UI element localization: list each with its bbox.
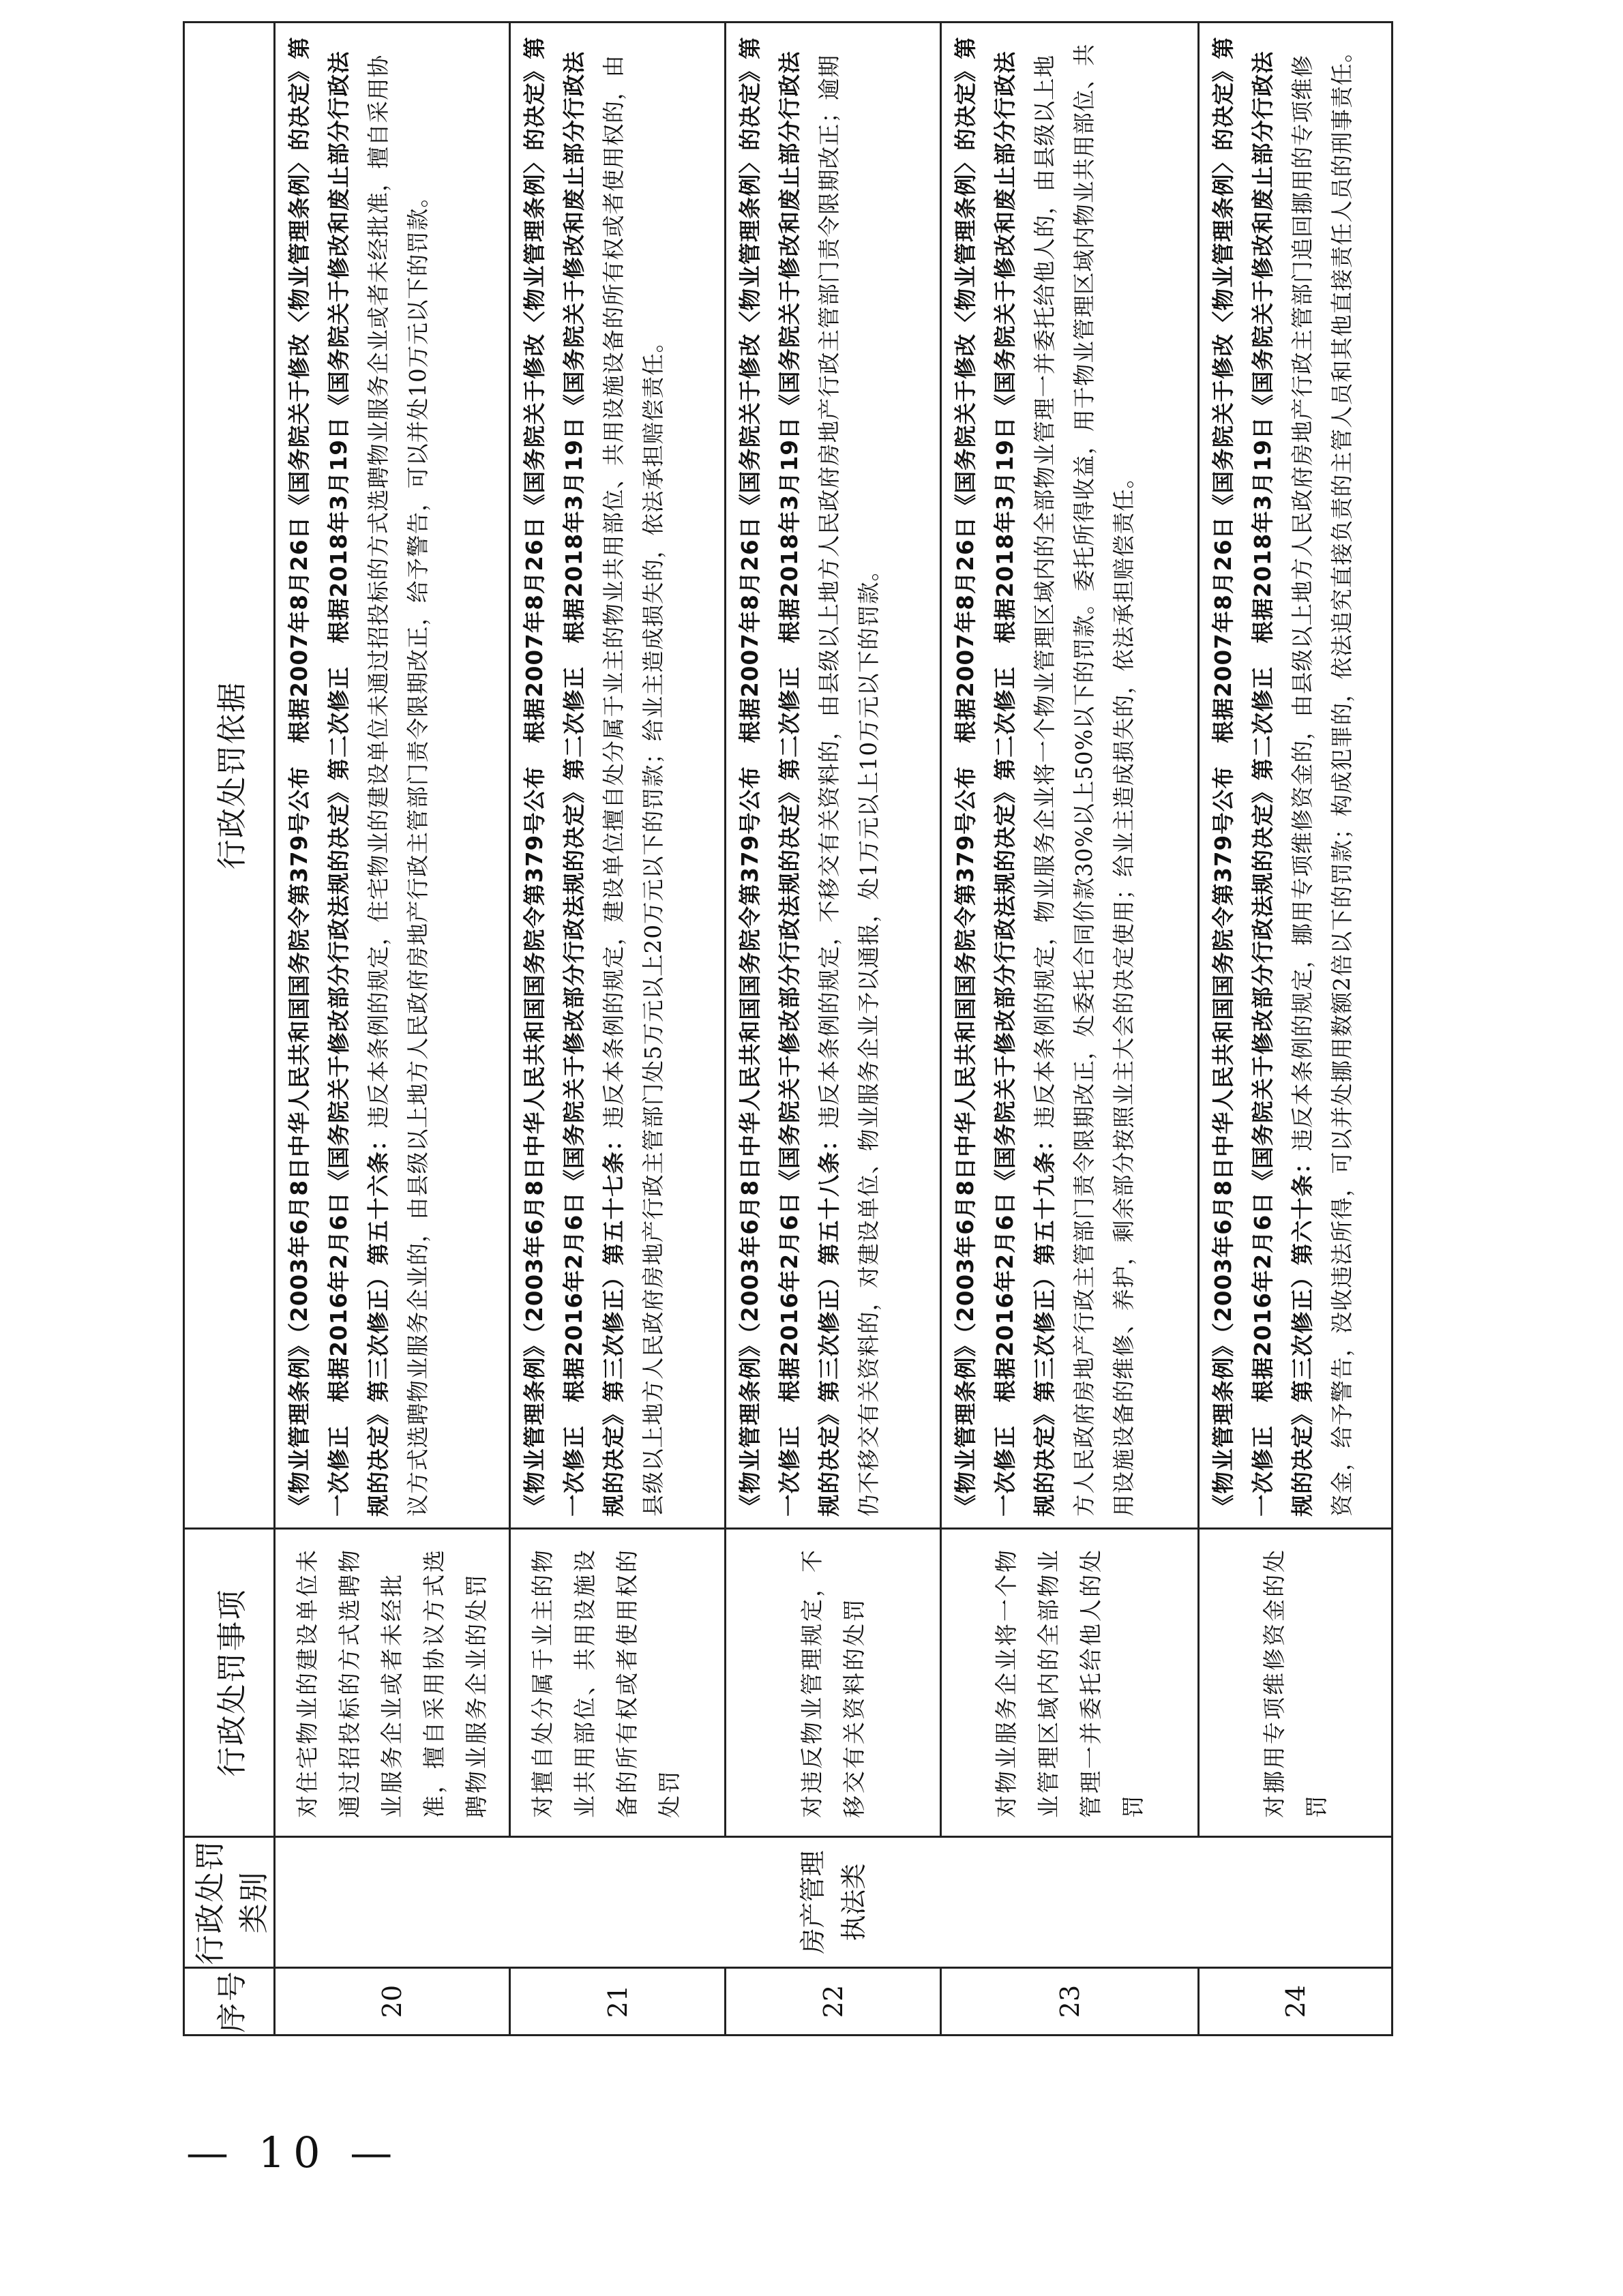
article-number: 第五十九条： [1032,1128,1058,1266]
header-category: 行政处罚类别 [184,1837,275,1968]
table-row [726,23,941,2036]
law-title: 《物业管理条例》（2003年6月8日中华人民共和国国务院令第379号公布 根据2007年8月26日《国务院关于修改〈物业管理条例〉的决定》第一次修正 根据2016年2月6日《国务院关于修改部分行政法规的决定》第二次修正 根据2018年3月19日《国务院关于修改和废止部分行政法规的决定》第三次修正） [286,36,391,1517]
table-row [510,23,726,2036]
rotated-table-page [183,23,1356,2036]
law-title: 《物业管理条例》（2003年6月8日中华人民共和国国务院令第379号公布 根据2007年8月26日《国务院关于修改〈物业管理条例〉的决定》第一次修正 根据2016年2月6日《国务院关于修改部分行政法规的决定》第二次修正 根据2018年3月19日《国务院关于修改和废止部分行政法规的决定》第三次修正） [737,36,842,1517]
row-matter: 对物业服务企业将一个物业管理区域内的全部物业管理一并委托给他人的处罚 [941,1529,1199,1837]
row-seq: 24 [1199,1968,1393,2036]
article-number: 第五十七条： [601,1128,627,1266]
row-matter: 对挪用专项维修资金的处罚 [1199,1529,1393,1837]
law-title: 《物业管理条例》（2003年6月8日中华人民共和国国务院令第379号公布 根据2007年8月26日《国务院关于修改〈物业管理条例〉的决定》第一次修正 根据2016年2月6日《国务院关于修改部分行政法规的决定》第二次修正 根据2018年3月19日《国务院关于修改和废止部分行政法规的决定》第三次修正） [1210,36,1315,1517]
row-seq: 23 [941,1968,1199,2036]
article-number: 第五十六条： [366,1128,391,1266]
row-seq: 20 [275,1968,510,2036]
row-basis [941,23,1199,1529]
row-basis [726,23,941,1529]
header-matter: 行政处罚事项 [184,1529,275,1837]
article-text: 违反本条例的规定，建设单位擅自处分属于业主的物业共用部位、共用设施设备的所有权或者使用权的，由县级以上地方人民政府房地产行政主管部门处5万元以上20万元以下的罚款；给业主造成损失的，依法承担赔偿责任。 [601,54,666,1517]
law-title: 《物业管理条例》（2003年6月8日中华人民共和国国务院令第379号公布 根据2007年8月26日《国务院关于修改〈物业管理条例〉的决定》第一次修正 根据2016年2月6日《国务院关于修改部分行政法规的决定》第二次修正 根据2018年3月19日《国务院关于修改和废止部分行政法规的决定》第三次修正） [522,36,627,1517]
article-text: 违反本条例的规定，不移交有关资料的，由县级以上地方人民政府房地产行政主管部门责令限期改正；逾期仍不移交有关资料的，对建设单位、物业服务企业予以通报，处1万元以上10万元以下的罚款。 [816,54,882,1517]
article-text: 违反本条例的规定，住宅物业的建设单位未通过招投标的方式选聘物业服务企业或者未经批准，擅自采用协议方式选聘物业服务企业的，由县级以上地方人民政府房地产行政主管部门责令限期改正，给予警告，可以并处10万元以下的罚款。 [366,54,431,1517]
article-number: 第五十八条： [816,1128,842,1266]
header-basis: 行政处罚依据 [184,23,275,1529]
row-seq: 22 [726,1968,941,2036]
row-basis [1199,23,1393,1529]
row-matter: 对违反物业管理规定，不移交有关资料的处罚 [726,1529,941,1837]
article-text: 违反本条例的规定，挪用专项维修资金的，由县级以上地方人民政府房地产行政主管部门追回挪用的专项维修资金，给予警告，没收违法所得，可以并处挪用数额2倍以下的罚款；构成犯罪的，依法追究直接负责的主管人员和其他直接责任人员的刑事责任。 [1290,40,1355,1517]
row-basis [510,23,726,1529]
row-matter: 对擅自处分属于业主的物业共用部位、共用设施设备的所有权或者使用权的处罚 [510,1529,726,1837]
article-text: 违反本条例的规定，物业服务企业将一个物业管理区域内的全部物业管理一并委托给他人的，由县级以上地方人民政府房地产行政主管部门责令限期改正，处委托合同价款30%以上50%以下的罚款。委托所得收益，用于物业管理区域内物业共用部位、共用设施设备的维修、养护，剩余部分按照业主大会的决定使用；给业主造成损失的，依法承担赔偿责任。 [1032,43,1137,1517]
page-number: — 10 — [186,2128,401,2177]
table-row [1199,23,1393,2036]
category-cell: 房产管理执法类 [275,1837,1393,1968]
table-row [941,23,1199,2036]
header-seq: 序号 [184,1968,275,2036]
penalty-table [183,21,1393,2036]
table-header-row [184,23,275,2036]
law-title: 《物业管理条例》（2003年6月8日中华人民共和国国务院令第379号公布 根据2007年8月26日《国务院关于修改〈物业管理条例〉的决定》第一次修正 根据2016年2月6日《国务院关于修改部分行政法规的决定》第二次修正 根据2018年3月19日《国务院关于修改和废止部分行政法规的决定》第三次修正） [953,36,1058,1517]
row-basis [275,23,510,1529]
row-matter: 对住宅物业的建设单位未通过招投标的方式选聘物业服务企业或者未经批准，擅自采用协议方式选聘物业服务企业的处罚 [275,1529,510,1837]
article-number: 第六十条： [1290,1150,1315,1266]
row-seq: 21 [510,1968,726,2036]
table-row [275,23,510,2036]
